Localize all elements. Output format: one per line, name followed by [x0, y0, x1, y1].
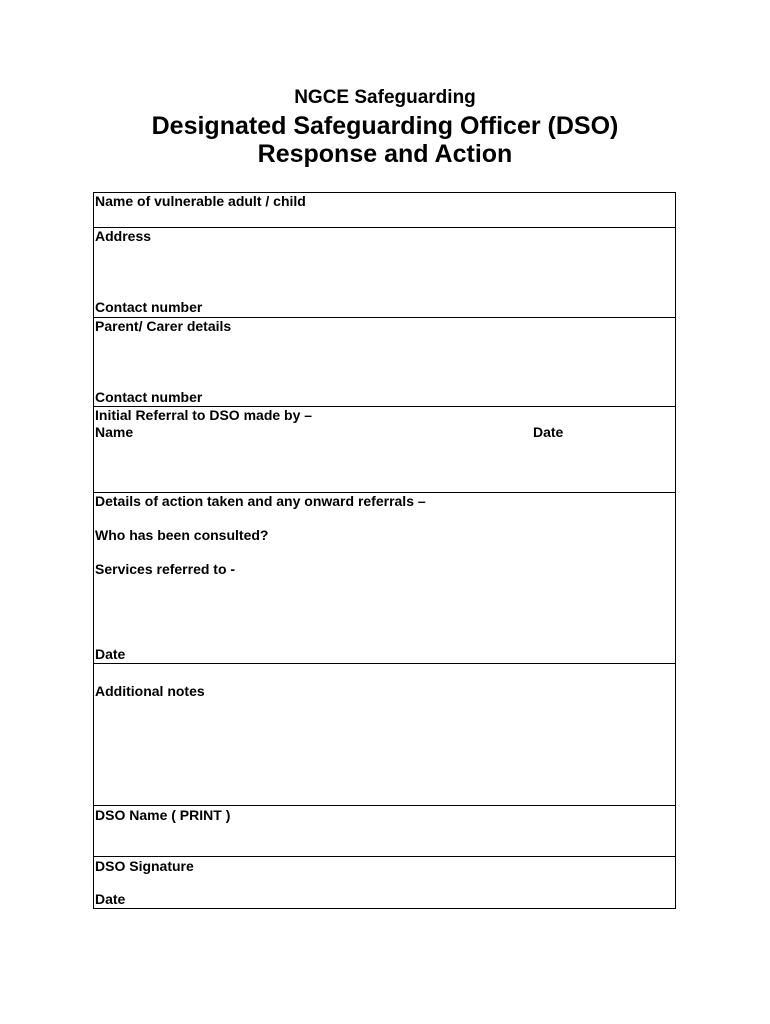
vulnerable-person-name-field[interactable]	[94, 193, 675, 227]
initial-referral-label: Initial Referral to DSO made by –	[95, 407, 313, 423]
referral-date-label: Date	[533, 424, 564, 440]
organisation-title: NGCE Safeguarding	[294, 87, 476, 108]
dso-signature-label: DSO Signature	[95, 858, 194, 874]
parent-contact-number-label: Contact number	[95, 389, 203, 405]
action-taken-field[interactable]	[94, 492, 675, 663]
vulnerable-person-name-label: Name of vulnerable adult / child	[95, 193, 306, 209]
address-label: Address	[95, 228, 152, 244]
document-title-line-1: Designated Safeguarding Officer (DSO)	[151, 112, 619, 140]
dso-name-field[interactable]	[94, 805, 675, 856]
document-title-line-2: Response and Action	[257, 140, 513, 168]
dso-response-form	[93, 192, 676, 909]
services-referred-label: Services referred to -	[95, 561, 236, 577]
address-contact-number-label: Contact number	[95, 299, 203, 315]
dso-date-label: Date	[95, 891, 126, 907]
consulted-label: Who has been consulted?	[95, 527, 269, 543]
parent-carer-field[interactable]	[94, 317, 675, 406]
action-date-label: Date	[95, 646, 126, 662]
parent-carer-label: Parent/ Carer details	[95, 318, 232, 334]
action-taken-label: Details of action taken and any onward referrals –	[95, 493, 426, 509]
additional-notes-label: Additional notes	[95, 683, 205, 699]
address-field[interactable]	[94, 227, 675, 317]
referral-name-label: Name	[95, 424, 134, 440]
dso-name-label: DSO Name ( PRINT )	[95, 807, 231, 823]
dso-signature-field[interactable]	[94, 856, 675, 908]
initial-referral-field[interactable]	[94, 406, 675, 492]
additional-notes-field[interactable]	[94, 663, 675, 805]
